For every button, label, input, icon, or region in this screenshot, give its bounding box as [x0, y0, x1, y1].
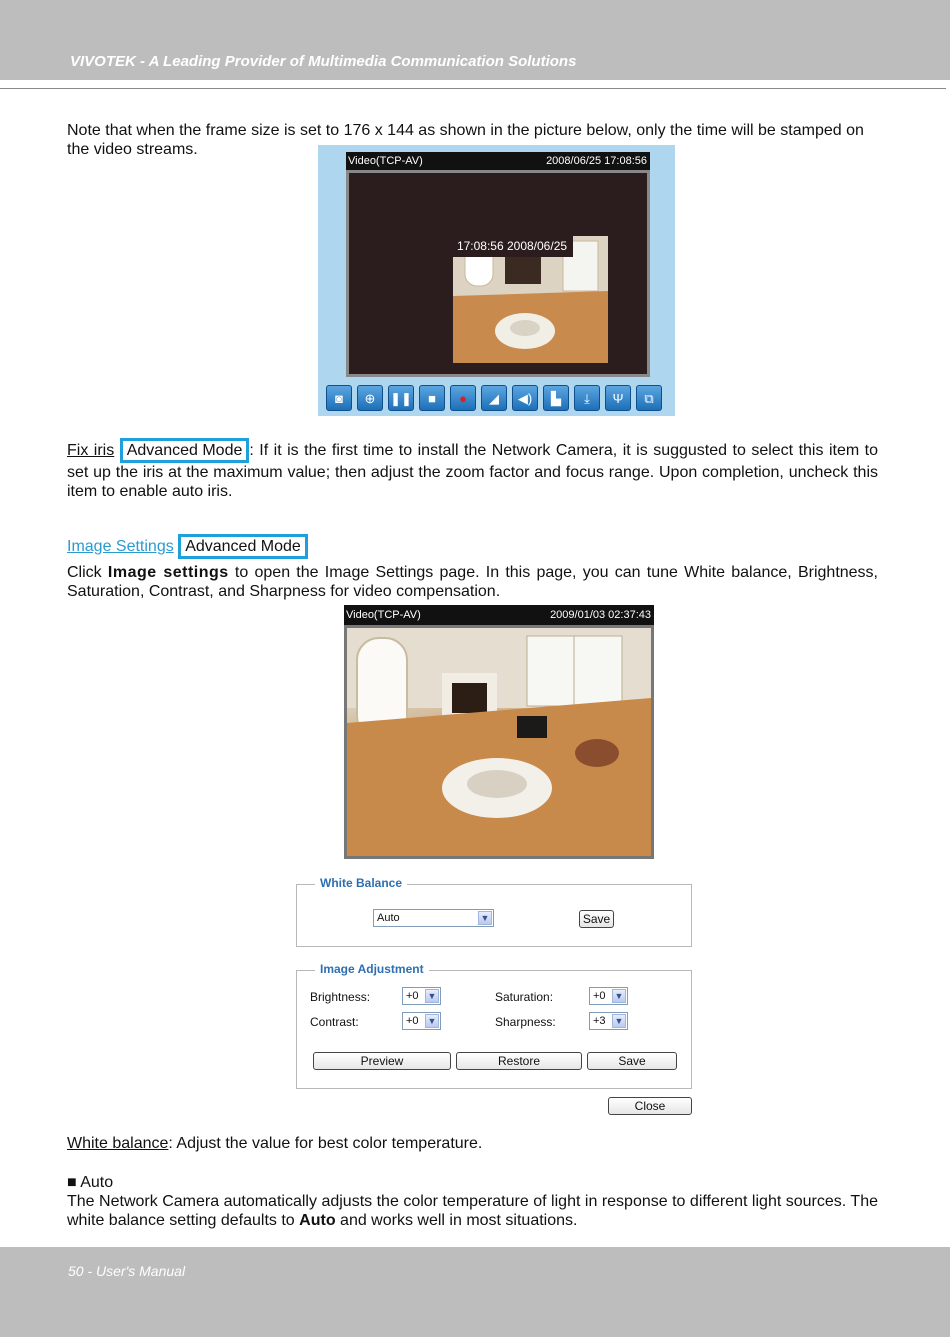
talk-icon[interactable]: ▙	[543, 385, 569, 411]
white-balance-select[interactable]	[373, 909, 494, 927]
saturation-label: Saturation:	[495, 990, 554, 1004]
volume-icon[interactable]: ◀)	[512, 385, 538, 411]
image-adjustment-panel	[296, 962, 692, 1089]
video-label: Video(TCP-AV)	[346, 609, 421, 621]
contrast-label: Contrast:	[310, 1015, 359, 1029]
video-timestamp: 2008/06/25 17:08:56	[546, 155, 647, 167]
fix-iris-text: : If it is the first time to install the Network Camera, it is suggusted to select this item to set up the iris at the maximum value; then adjust the zoom factor and focus range. Upon completion, uncheck this item to enable auto iris.	[67, 442, 879, 500]
image-adjustment-save-button[interactable]: Save	[587, 1052, 677, 1070]
video-screen	[346, 170, 650, 377]
chevron-down-icon: ▼	[612, 1014, 626, 1028]
volume-down-icon[interactable]: ◢	[481, 385, 507, 411]
fullscreen-icon[interactable]: ⧉	[636, 385, 662, 411]
advanced-mode-badge: Advanced Mode	[178, 534, 308, 559]
chevron-down-icon: ▼	[612, 989, 626, 1003]
close-button[interactable]: Close	[608, 1097, 692, 1115]
saturation-value: +0	[593, 990, 606, 1002]
chevron-down-icon: ▼	[478, 911, 492, 925]
image-settings-heading	[67, 534, 878, 559]
chevron-down-icon: ▼	[425, 989, 439, 1003]
page-header	[0, 0, 950, 80]
video-time-stamp: 17:08:56 2008/06/25	[451, 236, 573, 257]
brightness-value: +0	[406, 990, 419, 1002]
auto-bold: Auto	[299, 1212, 336, 1229]
image-settings-text-after: to open the Image Settings page. In this page, you can tune White balance, Brightness, Saturation, Contrast, and Sharpness for video compensation.	[67, 564, 879, 600]
chevron-down-icon: ▼	[425, 1014, 439, 1028]
contrast-select[interactable]	[402, 1012, 441, 1030]
sharpness-value: +3	[593, 1015, 606, 1027]
video-title-bar	[346, 152, 650, 170]
sharpness-select[interactable]	[589, 1012, 628, 1030]
video-timestamp: 2009/01/03 02:37:43	[550, 609, 651, 621]
footer-page-label: 50 - User's Manual	[68, 1263, 186, 1279]
contrast-value: +0	[406, 1015, 419, 1027]
frame-size-figure	[318, 145, 675, 416]
video-title-bar	[344, 605, 654, 625]
header-divider	[0, 88, 946, 89]
stop-icon[interactable]: ■	[419, 385, 445, 411]
restore-button[interactable]: Restore	[456, 1052, 582, 1070]
fix-iris-term: Fix iris	[67, 442, 115, 459]
image-settings-link[interactable]: Image Settings	[67, 538, 174, 555]
white-balance-text: : Adjust the value for best color temperature.	[168, 1135, 483, 1152]
zoom-in-icon[interactable]: ⊕	[357, 385, 383, 411]
preview-button[interactable]: Preview	[313, 1052, 451, 1070]
white-balance-panel	[296, 876, 692, 947]
advanced-mode-badge: Advanced Mode	[120, 438, 250, 463]
white-balance-value: Auto	[377, 912, 400, 924]
room-video-image	[344, 625, 654, 859]
brightness-label: Brightness:	[310, 990, 371, 1004]
white-balance-term: White balance	[67, 1135, 169, 1152]
intro-text: Note that when the frame size is set to 176 x 144 as shown in the picture below, only the time will be stamped on the video streams.	[67, 122, 864, 158]
image-settings-bold: Image settings	[107, 564, 229, 581]
auto-paragraph	[67, 1192, 878, 1230]
pause-icon[interactable]: ❚❚	[388, 385, 414, 411]
header-title: VIVOTEK - A Leading Provider of Multimedia Communication Solutions	[70, 53, 577, 70]
auto-heading	[67, 1173, 878, 1192]
fix-iris-paragraph	[67, 438, 878, 501]
camera-icon[interactable]: ◙	[326, 385, 352, 411]
image-adjustment-legend: Image Adjustment	[315, 962, 429, 976]
live-view-figure	[344, 605, 654, 859]
brightness-select[interactable]	[402, 987, 441, 1005]
digital-zoom-icon[interactable]: ⤓	[574, 385, 600, 411]
white-balance-paragraph	[67, 1134, 878, 1153]
sharpness-label: Sharpness:	[495, 1015, 556, 1029]
auto-heading-text: ■ Auto	[67, 1174, 114, 1191]
page-footer	[0, 1247, 950, 1337]
microphone-icon[interactable]: Ψ	[605, 385, 631, 411]
image-settings-text: Click	[67, 564, 108, 581]
auto-text: The Network Camera automatically adjusts the color temperature of light in response to different light sources. The white balance setting defaults to	[67, 1193, 878, 1229]
video-toolbar	[326, 385, 671, 413]
video-label: Video(TCP-AV)	[348, 155, 423, 167]
white-balance-legend: White Balance	[315, 876, 407, 890]
image-settings-paragraph	[67, 563, 878, 601]
record-icon[interactable]: ●	[450, 385, 476, 411]
auto-text-after: and works well in most situations.	[335, 1212, 578, 1229]
saturation-select[interactable]	[589, 987, 628, 1005]
white-balance-save-button[interactable]: Save	[579, 910, 614, 928]
